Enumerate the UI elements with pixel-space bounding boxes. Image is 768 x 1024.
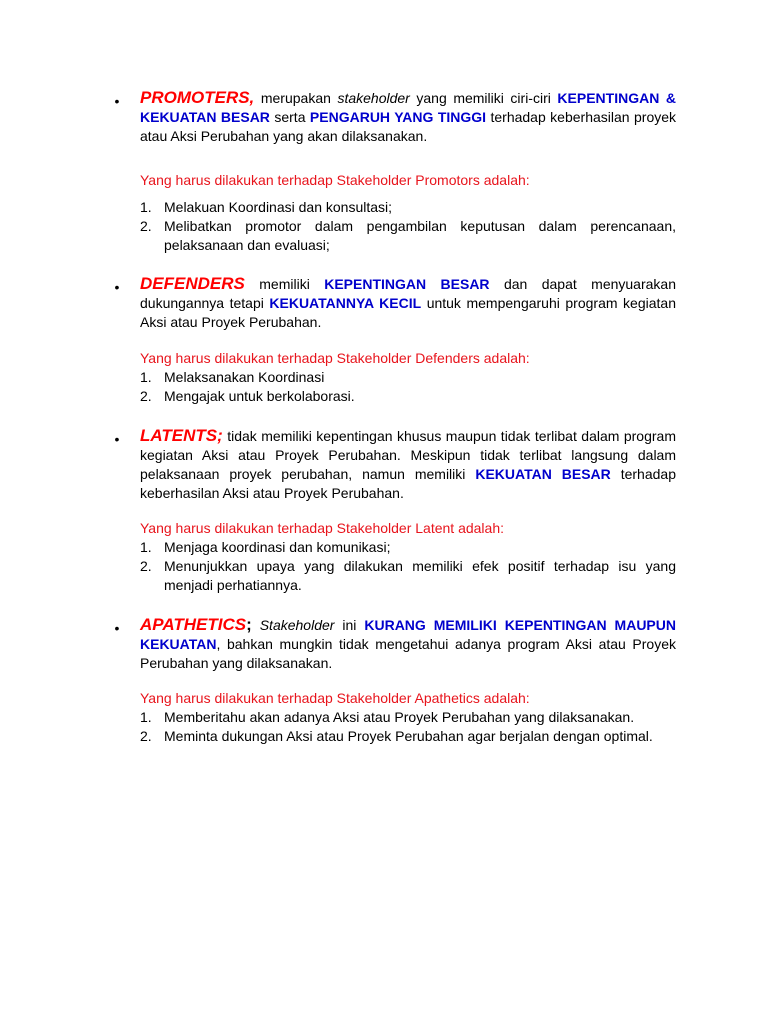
term-promoters: PROMOTERS, bbox=[140, 88, 255, 107]
latents-paragraph bbox=[140, 426, 676, 503]
list-item bbox=[140, 217, 676, 255]
list-item bbox=[140, 557, 676, 595]
text-span: memiliki bbox=[244, 276, 325, 292]
promoters-subheading: Yang harus dilakukan terhadap Stakeholder Promotors adalah: bbox=[140, 172, 530, 188]
list-item bbox=[140, 538, 676, 557]
emphasis-text: KEPENTINGAN BESAR bbox=[324, 276, 490, 292]
list-item-text: Melibatkan promotor dalam pengambilan keputusan dalam perencanaan, pelaksanaan dan evaluasi; bbox=[164, 218, 676, 253]
list-number: 2. bbox=[140, 388, 152, 404]
list-item-text: Memberitahu akan adanya Aksi atau Proyek Perubahan yang dilaksanakan. bbox=[164, 709, 635, 725]
list-number: 1. bbox=[140, 199, 152, 215]
list-item-text: Menjaga koordinasi dan komunikasi; bbox=[164, 539, 391, 555]
emphasis-text: KEPENTINGAN & KEKUATAN BESAR bbox=[140, 90, 676, 125]
text-span: tidak memiliki kepentingan khusus maupun tidak terlibat dalam program kegiatan Aksi atau Proyek Perubahan. Meskipun tidak terlibat langsung dalam pelaksanaan proyek perubahan, namun memiliki bbox=[140, 428, 676, 482]
list-number: 1. bbox=[140, 709, 152, 725]
list-item bbox=[140, 708, 676, 727]
term-apathetics: APATHETICS bbox=[140, 615, 247, 634]
term-latents: LATENTS; bbox=[140, 426, 223, 445]
bullet-icon: • bbox=[114, 279, 120, 295]
apathetics-paragraph bbox=[140, 615, 676, 673]
list-number: 2. bbox=[140, 728, 152, 744]
emphasis-text: KURANG MEMILIKI KEPENTINGAN MAUPUN KEKUATAN bbox=[140, 617, 676, 652]
bullet-icon: • bbox=[114, 431, 120, 447]
text-span: ini bbox=[334, 617, 365, 633]
text-span: terhadap keberhasilan Aksi atau Proyek Perubahan. bbox=[140, 466, 676, 501]
latents-action-list bbox=[140, 538, 676, 595]
defenders-paragraph bbox=[140, 274, 676, 332]
defenders-action-list bbox=[140, 368, 676, 406]
text-span: ; bbox=[246, 615, 252, 634]
list-number: 1. bbox=[140, 539, 152, 555]
term-defenders: DEFENDERS bbox=[140, 274, 245, 293]
text-span bbox=[252, 617, 260, 633]
list-item-text: Melakuan Koordinasi dan konsultasi; bbox=[164, 199, 393, 215]
text-span: terhadap keberhasilan proyek atau Aksi Perubahan yang akan dilaksanakan. bbox=[140, 109, 677, 144]
list-item-text: Meminta dukungan Aksi atau Proyek Perubahan agar berjalan dengan optimal. bbox=[164, 728, 653, 744]
emphasis-text: PENGARUH YANG TINGGI bbox=[309, 109, 487, 125]
list-item bbox=[140, 727, 676, 746]
list-item-text: Melaksanakan Koordinasi bbox=[164, 369, 325, 385]
list-item bbox=[140, 368, 676, 387]
promoters-action-list bbox=[140, 198, 676, 255]
list-item bbox=[140, 198, 676, 217]
list-number: 1. bbox=[140, 369, 152, 385]
defenders-subheading: Yang harus dilakukan terhadap Stakeholder Defenders adalah: bbox=[140, 350, 530, 366]
list-number: 2. bbox=[140, 218, 152, 234]
text-span: merupakan bbox=[254, 90, 338, 106]
emphasis-text: KEKUATAN BESAR bbox=[475, 466, 611, 482]
text-span: untuk mempengaruhi program kegiatan Aksi atau Proyek Perubahan. bbox=[140, 295, 676, 330]
bullet-icon: • bbox=[114, 620, 120, 636]
emphasis-text: KEKUATANNYA KECIL bbox=[269, 295, 422, 311]
promoters-paragraph bbox=[140, 88, 676, 146]
list-item bbox=[140, 387, 676, 406]
text-span: serta bbox=[269, 109, 310, 125]
list-item-text: Mengajak untuk berkolaborasi. bbox=[164, 388, 355, 404]
text-span: Stakeholder bbox=[259, 617, 335, 633]
latents-subheading: Yang harus dilakukan terhadap Stakeholder Latent adalah: bbox=[140, 520, 505, 536]
apathetics-action-list bbox=[140, 708, 676, 746]
list-item-text: Menunjukkan upaya yang dilakukan memiliki efek positif terhadap isu yang menjadi perhatiannya. bbox=[164, 558, 676, 593]
text-span: , bahkan mungkin tidak mengetahui adanya program Aksi atau Proyek Perubahan yang dilaksanakan. bbox=[140, 636, 676, 671]
bullet-icon: • bbox=[114, 93, 120, 109]
list-number: 2. bbox=[140, 558, 152, 574]
text-span: stakeholder bbox=[337, 90, 410, 106]
text-span: yang memiliki ciri-ciri bbox=[409, 90, 558, 106]
apathetics-subheading: Yang harus dilakukan terhadap Stakeholder Apathetics adalah: bbox=[140, 690, 530, 706]
text-span: dan dapat menyuarakan dukungannya tetapi bbox=[140, 276, 676, 311]
